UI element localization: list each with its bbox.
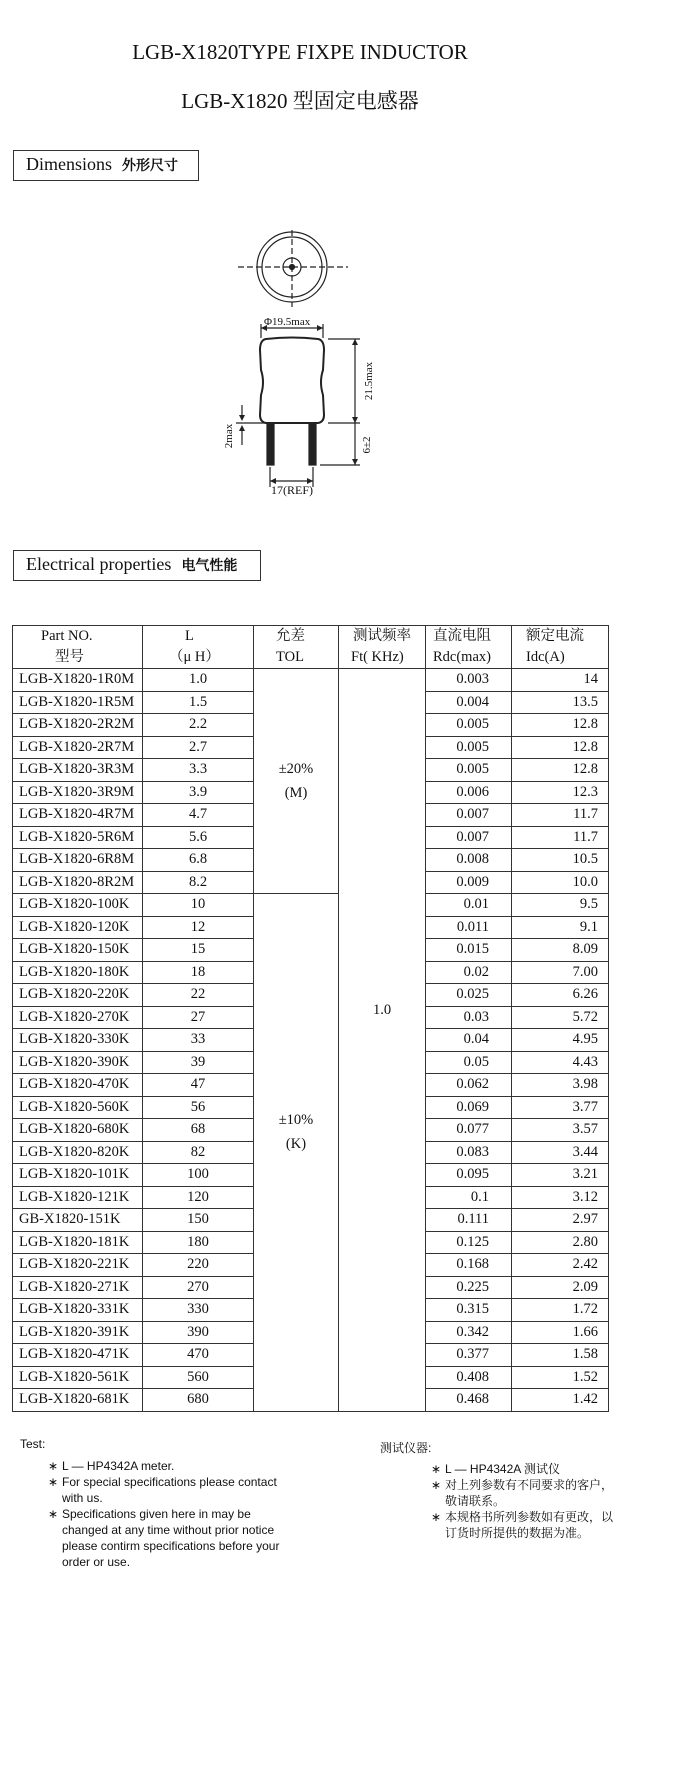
inductance-cell: 6.8 (143, 849, 254, 872)
idc-cell: 14 (512, 669, 609, 692)
part-number-cell: LGB-X1820-681K (13, 1389, 143, 1412)
part-number-cell: LGB-X1820-330K (13, 1029, 143, 1052)
side-view (236, 324, 360, 487)
rdc-cell: 0.006 (426, 781, 512, 804)
inductance-cell: 1.0 (143, 669, 254, 692)
idc-cell: 4.43 (512, 1051, 609, 1074)
inductance-cell: 270 (143, 1276, 254, 1299)
rdc-cell: 0.005 (426, 759, 512, 782)
inductance-cell: 3.9 (143, 781, 254, 804)
part-number-cell: LGB-X1820-221K (13, 1254, 143, 1277)
part-number-cell: LGB-X1820-390K (13, 1051, 143, 1074)
lead-length-label: 6±2 (361, 436, 373, 454)
rdc-cell: 0.315 (426, 1299, 512, 1322)
part-number-cell: LGB-X1820-331K (13, 1299, 143, 1322)
idc-cell: 10.5 (512, 849, 609, 872)
rdc-cell: 0.007 (426, 826, 512, 849)
rdc-cell: 0.468 (426, 1389, 512, 1412)
idc-cell: 12.8 (512, 759, 609, 782)
header-idc: 额定电流 Idc(A) (512, 626, 609, 669)
document-title: LGB-X1820TYPE FIXPE INDUCTOR (132, 40, 468, 64)
idc-cell: 2.09 (512, 1276, 609, 1299)
rdc-cell: 0.007 (426, 804, 512, 827)
part-number-cell: LGB-X1820-3R9M (13, 781, 143, 804)
inductance-cell: 39 (143, 1051, 254, 1074)
top-view (238, 230, 348, 307)
table-row (13, 894, 609, 917)
rdc-cell: 0.077 (426, 1119, 512, 1142)
table-header-row (13, 626, 609, 669)
inductance-cell: 22 (143, 984, 254, 1007)
inductance-cell: 1.5 (143, 691, 254, 714)
part-number-cell: LGB-X1820-3R3M (13, 759, 143, 782)
idc-cell: 11.7 (512, 826, 609, 849)
part-number-cell: LGB-X1820-470K (13, 1074, 143, 1097)
part-number-cell: LGB-X1820-270K (13, 1006, 143, 1029)
inductance-cell: 27 (143, 1006, 254, 1029)
part-number-cell: LGB-X1820-5R6M (13, 826, 143, 849)
idc-cell: 3.57 (512, 1119, 609, 1142)
idc-cell: 4.95 (512, 1029, 609, 1052)
idc-cell: 3.77 (512, 1096, 609, 1119)
part-number-cell: LGB-X1820-1R0M (13, 669, 143, 692)
tolerance-cell: ±10% (K) (254, 894, 339, 1412)
note-item: ∗ For special specifications please contact with us. (48, 1475, 277, 1505)
rdc-cell: 0.062 (426, 1074, 512, 1097)
idc-cell: 3.98 (512, 1074, 609, 1097)
asterisk-icon: ∗ (48, 1459, 59, 1473)
notes-heading: Test: (20, 1437, 46, 1451)
dimensions-label: Dimensions (26, 154, 113, 174)
rdc-cell: 0.342 (426, 1321, 512, 1344)
inductance-cell: 15 (143, 939, 254, 962)
rdc-cell: 0.095 (426, 1164, 512, 1187)
part-number-cell: LGB-X1820-1R5M (13, 691, 143, 714)
header-part-no: Part NO. 型号 (13, 626, 143, 669)
idc-cell: 9.5 (512, 894, 609, 917)
part-number-cell: LGB-X1820-560K (13, 1096, 143, 1119)
rdc-cell: 0.069 (426, 1096, 512, 1119)
note-item: ∗ Specifications given here in may be changed at any time without prior notice please contirm specifications before your order or use. (48, 1507, 280, 1569)
inductance-cell: 56 (143, 1096, 254, 1119)
part-number-cell: LGB-X1820-220K (13, 984, 143, 1007)
note-item: ∗ L — HP4342A meter. (48, 1459, 175, 1473)
part-number-cell: LGB-X1820-180K (13, 961, 143, 984)
rdc-cell: 0.125 (426, 1231, 512, 1254)
rdc-cell: 0.005 (426, 714, 512, 737)
electrical-section-label (13, 550, 261, 581)
part-number-cell: LGB-X1820-8R2M (13, 871, 143, 894)
inductance-cell: 8.2 (143, 871, 254, 894)
part-number-cell: LGB-X1820-100K (13, 894, 143, 917)
rdc-cell: 0.009 (426, 871, 512, 894)
idc-cell: 13.5 (512, 691, 609, 714)
rdc-cell: 0.05 (426, 1051, 512, 1074)
inductance-cell: 470 (143, 1344, 254, 1367)
part-number-cell: LGB-X1820-471K (13, 1344, 143, 1367)
asterisk-icon: ∗ (431, 1510, 442, 1524)
inductance-cell: 33 (143, 1029, 254, 1052)
header-tolerance: 允差 TOL (254, 626, 339, 669)
inductance-cell: 220 (143, 1254, 254, 1277)
rdc-cell: 0.015 (426, 939, 512, 962)
inductance-cell: 4.7 (143, 804, 254, 827)
inductance-cell: 68 (143, 1119, 254, 1142)
part-number-cell: LGB-X1820-6R8M (13, 849, 143, 872)
idc-cell: 1.42 (512, 1389, 609, 1412)
asterisk-icon: ∗ (48, 1475, 59, 1489)
rdc-cell: 0.011 (426, 916, 512, 939)
idc-cell: 1.72 (512, 1299, 609, 1322)
note-item-zh: ∗ 对上列参数有不同要求的客户，敬请联系。 (431, 1478, 614, 1508)
inductance-cell: 3.3 (143, 759, 254, 782)
idc-cell: 3.21 (512, 1164, 609, 1187)
part-number-cell: LGB-X1820-121K (13, 1186, 143, 1209)
inductance-cell: 560 (143, 1366, 254, 1389)
asterisk-icon: ∗ (431, 1462, 442, 1476)
idc-cell: 3.12 (512, 1186, 609, 1209)
inductance-cell: 12 (143, 916, 254, 939)
part-number-cell: GB-X1820-151K (13, 1209, 143, 1232)
idc-cell: 2.80 (512, 1231, 609, 1254)
electrical-label-zh: 电气性能 (181, 558, 238, 574)
rdc-cell: 0.04 (426, 1029, 512, 1052)
part-number-cell: LGB-X1820-2R7M (13, 736, 143, 759)
inductance-cell: 2.7 (143, 736, 254, 759)
idc-cell: 9.1 (512, 916, 609, 939)
table-row (13, 669, 609, 692)
inductance-cell: 330 (143, 1299, 254, 1322)
inductance-cell: 180 (143, 1231, 254, 1254)
part-number-cell: LGB-X1820-150K (13, 939, 143, 962)
electrical-label: Electrical properties (26, 554, 172, 574)
notes-heading-zh: 测试仪器: (380, 1441, 432, 1455)
inductance-cell: 5.6 (143, 826, 254, 849)
inductance-cell: 680 (143, 1389, 254, 1412)
inductance-cell: 10 (143, 894, 254, 917)
rdc-cell: 0.083 (426, 1141, 512, 1164)
rdc-cell: 0.111 (426, 1209, 512, 1232)
diameter-label: Φ19.5max (264, 316, 311, 328)
test-notes-zh (380, 1440, 623, 1541)
part-number-cell: LGB-X1820-820K (13, 1141, 143, 1164)
inductance-cell: 100 (143, 1164, 254, 1187)
test-frequency-cell: 1.0 (339, 669, 426, 1412)
inductance-cell: 18 (143, 961, 254, 984)
part-number-cell: LGB-X1820-101K (13, 1164, 143, 1187)
inductance-cell: 82 (143, 1141, 254, 1164)
idc-cell: 12.8 (512, 714, 609, 737)
asterisk-icon: ∗ (48, 1507, 59, 1521)
asterisk-icon: ∗ (431, 1478, 442, 1492)
rdc-cell: 0.005 (426, 736, 512, 759)
idc-cell: 5.72 (512, 1006, 609, 1029)
inductance-cell: 390 (143, 1321, 254, 1344)
rdc-cell: 0.02 (426, 961, 512, 984)
header-test-frequency: 测试频率 Ft( KHz) (339, 626, 426, 669)
inductance-cell: 150 (143, 1209, 254, 1232)
part-number-cell: LGB-X1820-561K (13, 1366, 143, 1389)
rdc-cell: 0.025 (426, 984, 512, 1007)
rdc-cell: 0.408 (426, 1366, 512, 1389)
height-label: 21.5max (363, 361, 375, 401)
part-number-cell: LGB-X1820-271K (13, 1276, 143, 1299)
rdc-cell: 0.003 (426, 669, 512, 692)
idc-cell: 6.26 (512, 984, 609, 1007)
test-notes-en (20, 1436, 300, 1570)
note-item-zh: ∗ 本规格书所列参数如有更改，以订货时所提供的数据为准。 (431, 1510, 614, 1540)
document-subtitle: LGB-X1820 型固定电感器 (181, 89, 419, 113)
part-number-cell: LGB-X1820-181K (13, 1231, 143, 1254)
rdc-cell: 0.03 (426, 1006, 512, 1029)
idc-cell: 10.0 (512, 871, 609, 894)
rdc-cell: 0.01 (426, 894, 512, 917)
header-rdc: 直流电阻 Rdc(max) (426, 626, 512, 669)
idc-cell: 1.58 (512, 1344, 609, 1367)
rdc-cell: 0.168 (426, 1254, 512, 1277)
note-item-zh: ∗ L — HP4342A 测试仪 (431, 1462, 560, 1476)
idc-cell: 12.8 (512, 736, 609, 759)
rdc-cell: 0.377 (426, 1344, 512, 1367)
idc-cell: 12.3 (512, 781, 609, 804)
tolerance-cell: ±20% (M) (254, 669, 339, 894)
inductance-cell: 47 (143, 1074, 254, 1097)
dimension-drawing (200, 225, 400, 515)
idc-cell: 11.7 (512, 804, 609, 827)
idc-cell: 7.00 (512, 961, 609, 984)
idc-cell: 2.97 (512, 1209, 609, 1232)
inductance-cell: 120 (143, 1186, 254, 1209)
lead-gap-label: 2max (223, 423, 235, 449)
part-number-cell: LGB-X1820-2R2M (13, 714, 143, 737)
dimensions-label-zh: 外形尺寸 (122, 158, 179, 174)
electrical-properties-table (12, 625, 609, 1412)
rdc-cell: 0.1 (426, 1186, 512, 1209)
part-number-cell: LGB-X1820-4R7M (13, 804, 143, 827)
header-inductance: L （μ H） (143, 626, 254, 669)
idc-cell: 8.09 (512, 939, 609, 962)
idc-cell: 1.66 (512, 1321, 609, 1344)
part-number-cell: LGB-X1820-680K (13, 1119, 143, 1142)
part-number-cell: LGB-X1820-120K (13, 916, 143, 939)
idc-cell: 2.42 (512, 1254, 609, 1277)
part-number-cell: LGB-X1820-391K (13, 1321, 143, 1344)
inductance-cell: 2.2 (143, 714, 254, 737)
rdc-cell: 0.004 (426, 691, 512, 714)
rdc-cell: 0.008 (426, 849, 512, 872)
pitch-label: 17(REF) (271, 483, 313, 497)
dimensions-section-label (13, 150, 199, 181)
dimension-arrows (239, 325, 358, 484)
rdc-cell: 0.225 (426, 1276, 512, 1299)
idc-cell: 3.44 (512, 1141, 609, 1164)
idc-cell: 1.52 (512, 1366, 609, 1389)
